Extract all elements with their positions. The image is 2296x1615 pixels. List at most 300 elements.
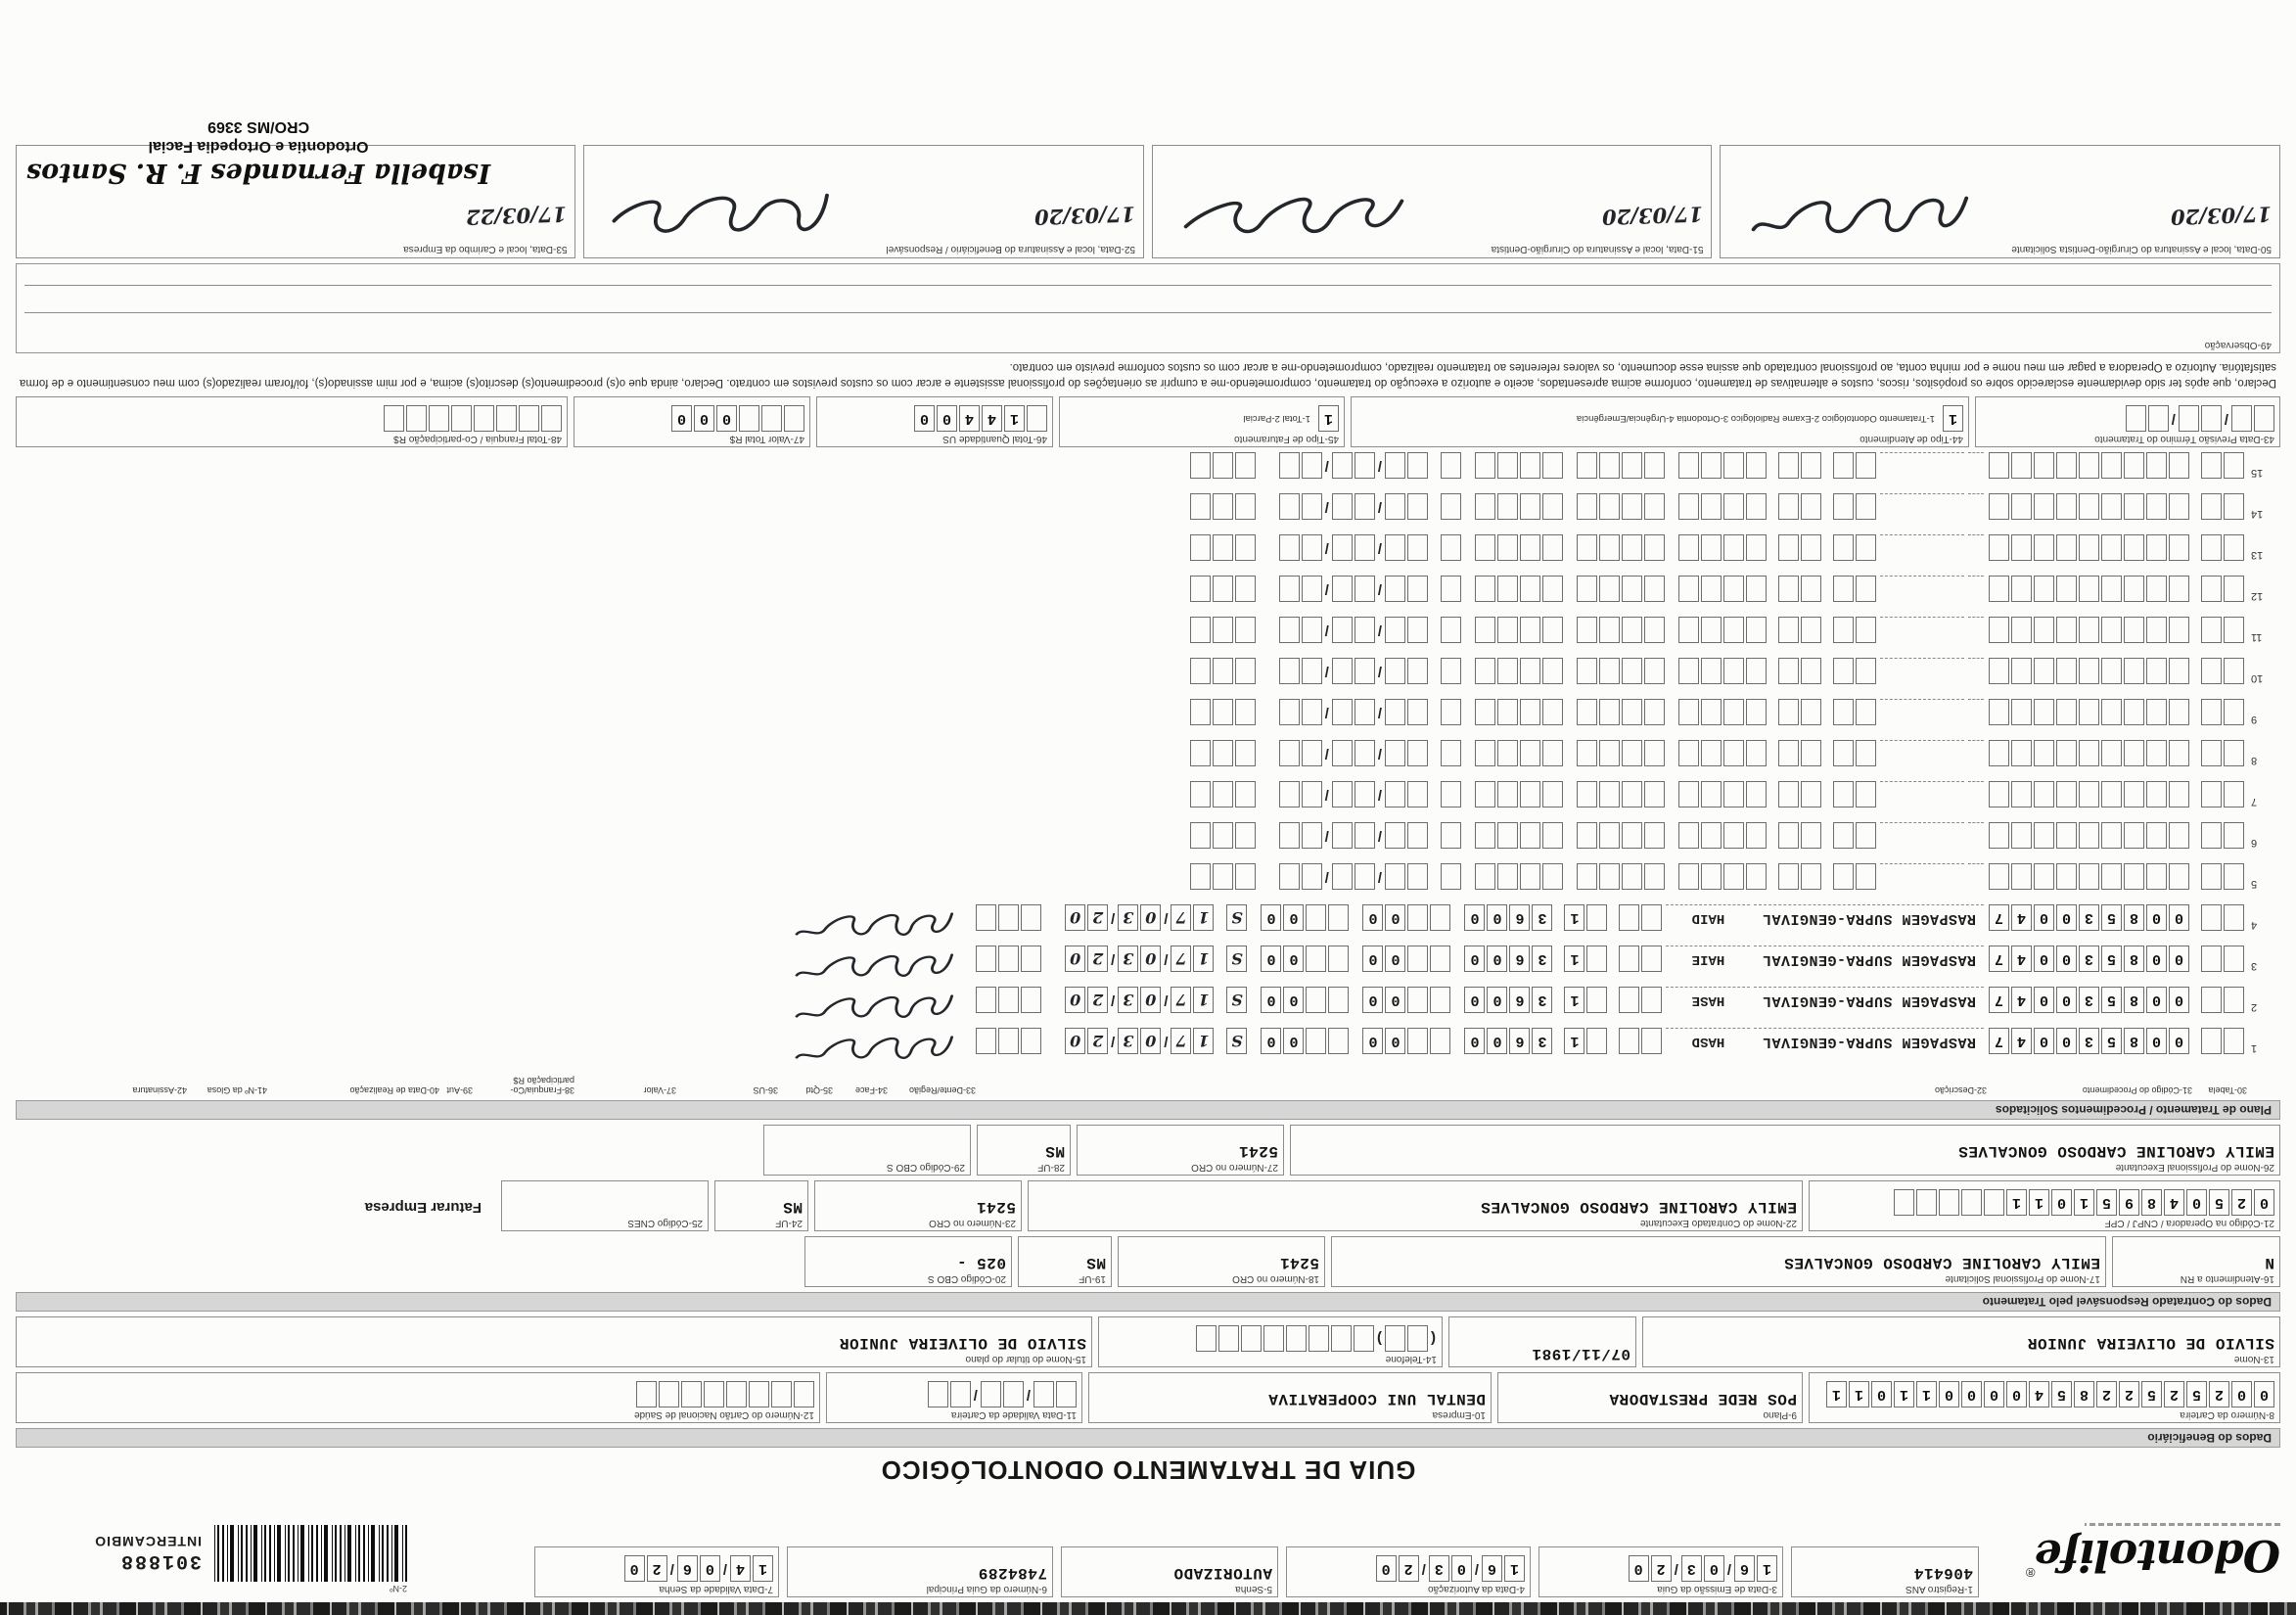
comb-box — [519, 405, 539, 432]
comb-box — [1441, 781, 1461, 808]
comb-box — [1213, 781, 1233, 808]
comb-box: 3 — [1118, 1028, 1138, 1054]
comb-box — [1407, 863, 1428, 890]
comb-box — [1678, 863, 1699, 890]
comb-box — [1430, 987, 1450, 1013]
comb-box — [1599, 863, 1620, 890]
comb-box — [2201, 617, 2222, 643]
comb-box — [2011, 534, 2032, 561]
logo-text: Odontolife — [2035, 1530, 2280, 1580]
comb-box — [2224, 493, 2244, 520]
comb-box — [1989, 781, 2009, 808]
comb-box — [950, 1381, 971, 1407]
comb-box — [784, 405, 804, 432]
comb-box — [1801, 740, 1821, 766]
field-value: 5241 — [976, 1198, 1016, 1216]
procedure-row — [16, 534, 2280, 576]
comb-box — [2101, 658, 2122, 684]
field-value: SILVIO DE OLIVEIRA JUNIOR — [2027, 1334, 2274, 1352]
comb-separator: / — [1324, 663, 1329, 679]
cell-glosa — [1179, 781, 1256, 808]
comb-box — [1385, 493, 1405, 520]
comb-box — [1622, 658, 1642, 684]
comb-box — [1723, 699, 1744, 725]
cell-codigo — [1988, 781, 2189, 808]
comb-box — [2101, 863, 2122, 890]
date-comb — [540, 1555, 773, 1582]
comb-box — [451, 405, 472, 432]
cell-valor — [1567, 863, 1665, 890]
comb-box — [1989, 699, 2009, 725]
cell-aut — [1432, 740, 1461, 766]
logo-subtext-line — [2085, 1523, 2280, 1526]
cell-us — [1454, 904, 1552, 931]
comb-box — [2124, 863, 2144, 890]
comb-box — [1599, 699, 1620, 725]
cell-tabela — [2193, 863, 2244, 890]
comb-box — [1833, 699, 1854, 725]
comb-box — [2124, 781, 2144, 808]
table-header-qtd: 35-Qtd — [805, 1085, 833, 1095]
comb-box: 0 — [1451, 1555, 1472, 1582]
comb-box — [1856, 863, 1876, 890]
comb-separator: / — [1421, 1560, 1426, 1577]
comb-box: 7 — [1171, 904, 1191, 931]
cell-tabela — [2193, 1028, 2244, 1054]
comb-separator: / — [1111, 950, 1116, 967]
comb-box: 0 — [1261, 1028, 1281, 1054]
cell-aut — [1217, 904, 1247, 931]
field-label: 22-Nome do Contratado Executante — [1639, 1218, 1797, 1228]
field-data-nascimento — [1448, 1316, 1636, 1367]
field-cbo-executante — [763, 1125, 971, 1176]
comb-box: 0 — [1140, 946, 1161, 972]
field-total-quantidade-us — [816, 396, 1053, 447]
cell-us — [1669, 699, 1767, 725]
field-cro-solicitante — [1118, 1236, 1325, 1287]
section-band-plano-tratamento: Plano de Tratamento / Procedimentos Solicitados — [16, 1100, 2280, 1120]
field-numero-carteira — [1809, 1372, 2280, 1423]
comb-box — [1678, 740, 1699, 766]
comb-box — [1622, 863, 1642, 890]
cell-franquia — [1465, 534, 1563, 561]
comb-box — [1833, 452, 1854, 479]
comb-separator: / — [1324, 827, 1329, 844]
comb-box — [1331, 1325, 1352, 1352]
comb-box — [1577, 617, 1597, 643]
comb-box: 0 — [1140, 987, 1161, 1013]
comb-box — [1833, 781, 1854, 808]
comb-box — [704, 1381, 724, 1407]
comb-box — [1241, 1325, 1262, 1352]
comb-box — [1332, 699, 1353, 725]
cell-glosa — [1179, 699, 1256, 725]
comb-box — [1542, 740, 1563, 766]
comb-box — [1622, 617, 1642, 643]
comb-box — [1961, 1189, 1982, 1216]
comb-box — [1302, 534, 1322, 561]
comb-box — [1056, 1381, 1077, 1407]
field-label: 7-Data Validade da Senha — [659, 1584, 773, 1594]
comb-separator: ) — [1377, 1330, 1382, 1347]
comb-box — [1599, 576, 1620, 602]
comb-box — [1385, 617, 1405, 643]
comb-box — [1407, 781, 1428, 808]
comb-box — [2169, 658, 2189, 684]
comb-separator: / — [2224, 410, 2228, 427]
comb-box: 1 — [1193, 987, 1214, 1013]
comb-box — [1622, 493, 1642, 520]
cell-codigo — [1988, 1028, 2189, 1054]
comb-box — [1701, 452, 1722, 479]
cell-data — [1260, 740, 1428, 766]
comb-box — [1778, 822, 1799, 849]
comb-box — [2201, 1028, 2222, 1054]
cell-tabela — [2193, 987, 2244, 1013]
comb-box — [429, 405, 449, 432]
comb-box: 0 — [2034, 987, 2054, 1013]
cell-assinatura — [790, 946, 961, 983]
tipo-atendimento-box: 1 — [1943, 405, 1963, 432]
comb-box: 1 — [1193, 946, 1214, 972]
comb-box: 1 — [2074, 1189, 2094, 1216]
cns-comb — [22, 1381, 814, 1407]
stamp-cro: CRO/MS 3369 — [207, 117, 310, 135]
field-label: 53-Data, local e Carimbo da Empresa — [403, 243, 568, 254]
field-label: 12-Número do Cartão Nacional de Saúde — [634, 1409, 814, 1420]
comb-box — [2124, 658, 2144, 684]
cell-codigo — [1988, 946, 2189, 972]
comb-box — [1599, 452, 1620, 479]
comb-box — [2056, 699, 2077, 725]
comb-box: 1 — [1757, 1555, 1777, 1582]
comb-box — [1497, 781, 1518, 808]
comb-box: 4 — [2011, 987, 2032, 1013]
comb-box — [1701, 617, 1722, 643]
comb-box — [1856, 617, 1876, 643]
comb-box: 3 — [1532, 987, 1552, 1013]
field-label: 46-Total Quantidade US — [942, 434, 1047, 444]
cell-face — [1611, 987, 1662, 1013]
comb-box — [1542, 452, 1563, 479]
comb-box — [1701, 740, 1722, 766]
comb-box — [2034, 452, 2054, 479]
comb-box — [1385, 534, 1405, 561]
cell-num: 4 — [2251, 919, 2258, 931]
comb-box — [1355, 822, 1375, 849]
cell-assinatura — [1004, 452, 1175, 489]
comb-box: 1 — [1193, 904, 1214, 931]
comb-box — [2169, 781, 2189, 808]
comb-separator: / — [1377, 580, 1382, 597]
cell-tabela — [2193, 904, 2244, 931]
comb-box — [1577, 781, 1597, 808]
comb-separator: / — [1324, 580, 1329, 597]
field-nome-titular — [16, 1316, 1092, 1367]
comb-box — [1622, 534, 1642, 561]
field-value: POS REDE PRESTADORA — [1609, 1390, 1797, 1407]
cell-us — [1669, 781, 1767, 808]
comb-box: 1 — [2029, 1189, 2049, 1216]
comb-box — [1021, 1028, 1041, 1054]
cell-aut — [1432, 699, 1461, 725]
procedure-row — [16, 617, 2280, 658]
field-label: 1-Registro ANS — [1906, 1584, 1973, 1594]
comb-box — [976, 946, 996, 972]
procedure-row — [16, 781, 2280, 822]
field-label: 21-Código na Operadora / CNPJ / CPF — [2104, 1218, 2274, 1228]
cell-tabela — [2193, 781, 2244, 808]
comb-box — [2034, 617, 2054, 643]
comb-box — [1746, 493, 1767, 520]
comb-box — [1856, 658, 1876, 684]
cell-assinatura — [790, 1028, 961, 1065]
field-label: 4-Data da Autorização — [1428, 1584, 1525, 1594]
comb-box: 5 — [2051, 1381, 2072, 1407]
cell-assinatura — [1004, 493, 1175, 531]
cell-data — [1260, 534, 1428, 561]
comb-box: 0 — [2146, 1028, 2167, 1054]
signatures-row — [16, 117, 2280, 258]
handwritten-date: 17/03/22 — [466, 202, 568, 230]
comb-box — [1723, 576, 1744, 602]
comb-box — [739, 405, 759, 432]
comb-box — [1441, 740, 1461, 766]
comb-box — [1190, 617, 1211, 643]
comb-box — [1355, 658, 1375, 684]
cell-us — [1454, 1028, 1552, 1054]
comb-box: 0 — [2056, 946, 2077, 972]
cell-aut — [1432, 617, 1461, 643]
comb-box — [2224, 1028, 2244, 1054]
comb-box — [1542, 617, 1563, 643]
cell-qtd — [1770, 863, 1821, 890]
cell-franquia — [1251, 946, 1349, 972]
comb-box — [998, 987, 1019, 1013]
comb-box: S — [1226, 987, 1247, 1013]
cell-tabela — [2193, 946, 2244, 972]
comb-box — [1332, 781, 1353, 808]
comb-box: 0 — [671, 405, 692, 432]
comb-box — [1622, 740, 1642, 766]
comb-box: 0 — [2056, 1028, 2077, 1054]
field-valor-total — [574, 396, 810, 447]
comb-box — [1577, 452, 1597, 479]
comb-box: 7 — [1989, 904, 2009, 931]
stamp-name: Isabella Fernandes F. R. Santos — [26, 157, 491, 188]
comb-box — [1856, 740, 1876, 766]
comb-box: 6 — [1482, 1555, 1502, 1582]
comb-box: 3 — [1532, 1028, 1552, 1054]
comb-box — [1497, 617, 1518, 643]
cell-assinatura — [1004, 534, 1175, 572]
comb-box — [2101, 534, 2122, 561]
comb-box: 4 — [2011, 946, 2032, 972]
cell-face — [1825, 863, 1876, 890]
comb-box — [1778, 740, 1799, 766]
tipo-atendimento-caption: 1-Tratamento Odontológico 2-Exame Radiológico 3-Ortodontia 4-Urgência/Emergência — [1576, 413, 1935, 425]
comb-box — [1302, 863, 1322, 890]
comb-box — [1190, 534, 1211, 561]
comb-box: 6 — [1509, 1028, 1530, 1054]
comb-box: 0 — [1984, 1381, 2004, 1407]
field-label: 29-Código CBO S — [886, 1162, 965, 1173]
table-header-franquia: 38-Franquia/Co-participação R$ — [510, 1075, 574, 1095]
section-band-beneficiario: Dados do Beneficiário — [16, 1428, 2280, 1448]
comb-box — [1542, 658, 1563, 684]
cell-us — [1669, 493, 1767, 520]
comb-box — [1678, 576, 1699, 602]
comb-box — [1778, 699, 1799, 725]
cell-valor — [1567, 822, 1665, 849]
comb-box — [1622, 699, 1642, 725]
comb-box — [1619, 946, 1639, 972]
cell-us — [1669, 617, 1767, 643]
comb-box — [541, 405, 562, 432]
comb-box — [1407, 740, 1428, 766]
handwritten-date: 17/03/20 — [1602, 202, 1704, 230]
comb-box — [2034, 822, 2054, 849]
comb-box — [1577, 576, 1597, 602]
comb-box — [1302, 781, 1322, 808]
cell-descricao — [1968, 658, 1984, 685]
comb-box — [2079, 658, 2099, 684]
cell-num: 7 — [2251, 796, 2258, 808]
comb-box: 1 — [1004, 405, 1025, 432]
comb-box — [1701, 493, 1722, 520]
comb-box — [1355, 699, 1375, 725]
beneficiario-row-1 — [16, 1372, 2280, 1423]
field-cro-executante — [814, 1180, 1022, 1231]
comb-box — [2201, 493, 2222, 520]
comb-box — [1441, 863, 1461, 890]
comb-box: 2 — [2096, 1381, 2117, 1407]
field-label: 6-Número da Guia Principal — [926, 1584, 1047, 1594]
comb-box — [1778, 493, 1799, 520]
comb-separator: ( — [1431, 1330, 1436, 1347]
comb-box: 3 — [2079, 987, 2099, 1013]
comb-box — [2201, 987, 2222, 1013]
comb-separator: / — [1324, 457, 1329, 474]
cell-codigo — [1988, 658, 2189, 684]
cell-valor — [1567, 617, 1665, 643]
cell-glosa — [1179, 452, 1256, 479]
comb-box: 0 — [1261, 904, 1281, 931]
field-label: 28-UF — [1037, 1162, 1065, 1173]
comb-box — [1213, 822, 1233, 849]
cell-tabela — [2193, 740, 2244, 766]
comb-box — [1213, 493, 1233, 520]
comb-box: 1 — [1564, 946, 1584, 972]
comb-box: S — [1226, 946, 1247, 972]
comb-box: 0 — [2034, 946, 2054, 972]
cell-regiao — [1880, 617, 1964, 644]
comb-box: 6 — [1509, 946, 1530, 972]
comb-box — [1678, 617, 1699, 643]
comb-box — [1641, 1028, 1662, 1054]
field-value: 5241 — [1279, 1254, 1319, 1271]
comb-box — [496, 405, 517, 432]
cell-valor — [1567, 576, 1665, 602]
comb-box: 0 — [1464, 1028, 1485, 1054]
comb-box — [1235, 534, 1256, 561]
comb-box — [2146, 781, 2167, 808]
comb-box — [2148, 405, 2169, 432]
comb-box — [1678, 452, 1699, 479]
comb-box — [1475, 493, 1495, 520]
field-value: EMILY CAROLINE CARDOSO GONCALVES — [1957, 1142, 2274, 1160]
comb-box — [2224, 987, 2244, 1013]
field-label: 11-Data Validade da Carteira — [950, 1409, 1077, 1420]
cell-tabela — [2193, 822, 2244, 849]
comb-box — [1723, 658, 1744, 684]
comb-separator: / — [1324, 704, 1329, 720]
comb-box — [1678, 534, 1699, 561]
field-value: 5241 — [1238, 1142, 1278, 1160]
comb-box — [1328, 904, 1349, 931]
comb-box — [1989, 822, 2009, 849]
field-label: 49-Observação — [2204, 339, 2272, 350]
comb-box: S — [1226, 1028, 1247, 1054]
comb-box: 0 — [1487, 1028, 1507, 1054]
comb-box — [1407, 1028, 1428, 1054]
comb-box: 0 — [1385, 946, 1405, 972]
comb-box — [1497, 699, 1518, 725]
logo-registered-mark: ® — [2025, 1565, 2036, 1580]
signature-scribble — [609, 181, 844, 244]
cell-regiao — [1880, 452, 1964, 480]
table-header-face: 34-Face — [854, 1085, 888, 1095]
comb-box — [1407, 534, 1428, 561]
field-label: 26-Nome do Profissional Executante — [2115, 1162, 2274, 1173]
comb-box — [2146, 452, 2167, 479]
comb-box: 0 — [1629, 1555, 1649, 1582]
table-header-descricao: 32-Descrição — [1934, 1085, 1987, 1095]
procedure-row — [16, 904, 2280, 946]
comb-box: 4 — [2164, 1189, 2184, 1216]
comb-separator: / — [1377, 498, 1382, 515]
comb-box — [998, 1028, 1019, 1054]
comb-box — [1441, 452, 1461, 479]
comb-box — [1723, 781, 1744, 808]
comb-separator: / — [1474, 1560, 1479, 1577]
cell-codigo — [1988, 740, 2189, 766]
comb-box — [1723, 493, 1744, 520]
cell-descricao: RASPAGEM SUPRA-GENGIVAL — [1754, 946, 1984, 973]
comb-box — [1302, 493, 1322, 520]
comb-box: 0 — [1385, 1028, 1405, 1054]
cell-face — [1825, 534, 1876, 561]
cell-franquia — [1465, 863, 1563, 890]
comb-box — [1599, 658, 1620, 684]
field-label: 13-Nome — [2233, 1354, 2274, 1364]
comb-box: 0 — [914, 405, 935, 432]
comb-box — [1542, 699, 1563, 725]
field-value: MS — [1044, 1142, 1065, 1160]
comb-box — [1306, 904, 1326, 931]
comb-box — [1407, 576, 1428, 602]
comb-box — [1856, 493, 1876, 520]
comb-box: 0 — [1140, 1028, 1161, 1054]
cell-num: 8 — [2251, 755, 2258, 766]
comb-box — [1302, 452, 1322, 479]
cell-aut — [1432, 493, 1461, 520]
comb-box — [2101, 781, 2122, 808]
field-value: MS — [1085, 1254, 1106, 1271]
comb-box: 9 — [2119, 1189, 2139, 1216]
cell-data — [1260, 658, 1428, 684]
comb-box: 0 — [1961, 1381, 1982, 1407]
